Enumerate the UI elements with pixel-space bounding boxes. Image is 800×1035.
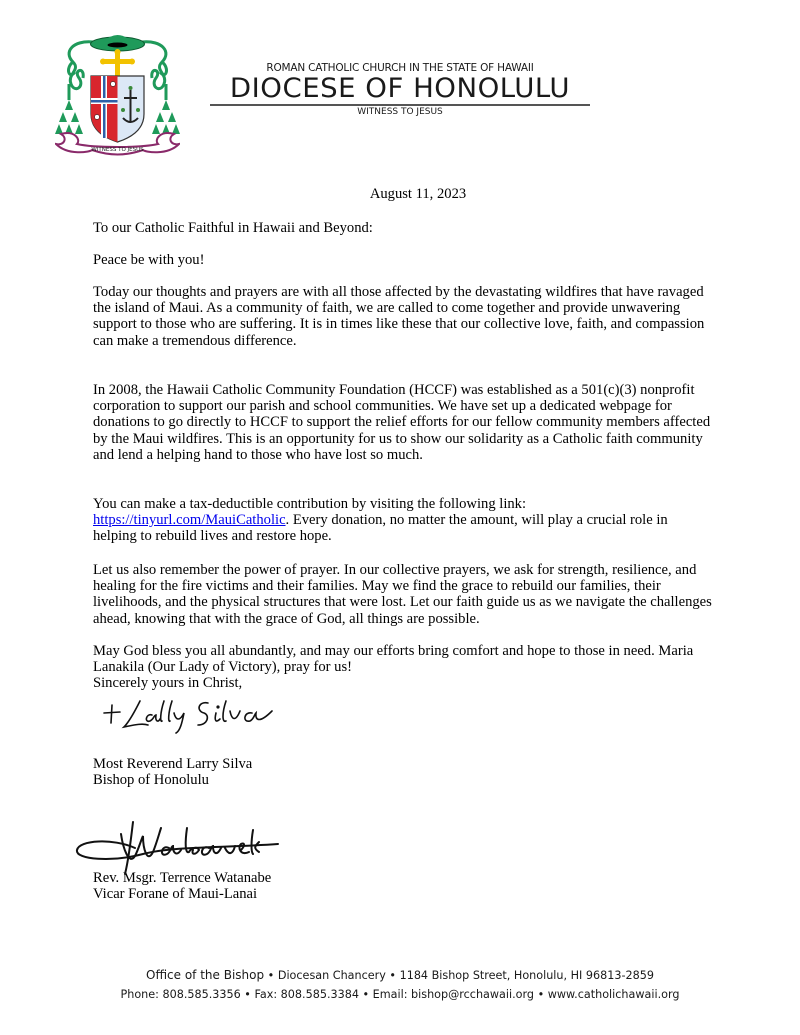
footer-address-line <box>0 966 800 985</box>
signatory-title-vicar: Vicar Forane of Maui-Lanai <box>93 886 258 902</box>
salutation: To our Catholic Faithful in Hawaii and Beyond: <box>93 220 373 236</box>
vicar-signature <box>73 818 288 878</box>
letterhead-divider <box>210 104 590 106</box>
closing: Sincerely yours in Christ, <box>93 675 243 691</box>
signatory-name-vicar: Rev. Msgr. Terrence Watanabe <box>93 870 272 886</box>
diocese-coat-of-arms-logo <box>55 22 180 157</box>
letterhead-title: DIOCESE OF HONOLULU <box>229 73 571 104</box>
greeting: Peace be with you! <box>93 252 205 268</box>
donation-intro: You can make a tax-deductible contribution by visiting the following link: <box>93 496 527 512</box>
paragraph-donation <box>93 496 713 545</box>
letter-date: August 11, 2023 <box>369 186 467 202</box>
paragraph-wildfires: Today our thoughts and prayers are with all those affected by the devastating wildfires that have ravaged the island of Maui. As a community of faith, we are called to come together and provide unwavering support to those who are suffering. It is in times like these that our collective love, faith, and compassion can make a tremendous difference. <box>93 284 705 349</box>
donation-link[interactable]: https://tinyurl.com/MauiCatholic <box>93 512 286 529</box>
letterhead-footer <box>0 966 800 1004</box>
paragraph-hccf: In 2008, the Hawaii Catholic Community Foundation (HCCF) was established as a 501(c)(3) nonprofit corporation to support our parish and school communities. We have set up a dedicated webpage for donations to go directly to HCCF to support the relief efforts for our fellow community members affected by the Maui wildfires. This is an opportunity for us to show our solidarity as a Catholic faith community and lend a helping hand to those who have lost so much. <box>93 382 711 463</box>
letterhead-overline: ROMAN CATHOLIC CHURCH IN THE STATE OF HAWAII <box>266 62 534 74</box>
paragraph-prayer: Let us also remember the power of prayer. In our collective prayers, we ask for strength, resilience, and healing for the fire victims and their families. May we find the grace to rebuild our families, their livelihoods, and the physical structures that were lost. Let our faith guide us as we navigate the challenges ahead, knowing that with the grace of God, all things are possible. <box>93 562 712 627</box>
paragraph-blessing: May God bless you all abundantly, and may our efforts bring comfort and hope to those in need. Maria Lanakila (Our Lady of Victory), pray for us! <box>93 643 694 676</box>
donation-rest: . Every donation, no matter the amount, will play a crucial role in helping to rebuild lives and restore hope. <box>93 512 668 545</box>
signatory-name-bishop: Most Reverend Larry Silva <box>93 756 253 772</box>
letterhead <box>210 62 590 118</box>
bishop-signature <box>100 693 280 735</box>
svg-text:WITNESS TO JESUS: WITNESS TO JESUS <box>91 147 144 153</box>
letterhead-tagline: WITNESS TO JESUS <box>357 107 443 117</box>
signatory-title-bishop: Bishop of Honolulu <box>93 772 209 788</box>
footer-office: Office of the Bishop <box>146 968 265 982</box>
footer-address: • Diocesan Chancery • 1184 Bishop Street, Honolulu, HI 96813-2859 <box>264 969 654 982</box>
footer-contact-line: Phone: 808.585.3356 • Fax: 808.585.3384 • Email: bishop@rcchawaii.org • www.catholichawaii.org <box>120 988 680 1001</box>
